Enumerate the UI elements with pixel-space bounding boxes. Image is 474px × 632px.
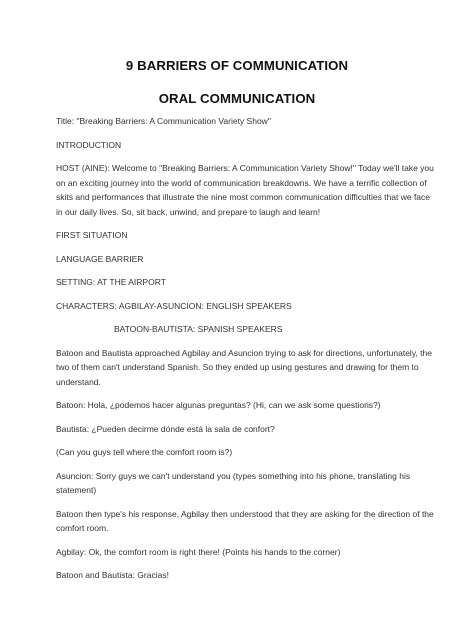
characters-line-2-text: BATOON-BAUTISTA: SPANISH SPEAKERS <box>114 324 283 334</box>
narration-paragraph: Batoon and Bautista approached Agbilay and Asuncion trying to ask for directions, unfortunately, the two of them can't understand Spanish. So they ended up using gestures and drawing for them to understand. <box>56 347 432 387</box>
script-title: Title: "Breaking Barriers: A Communication Variety Show" <box>56 116 271 126</box>
characters-line: CHARACTERS: AGBILAY-ASUNCION: ENGLISH SPEAKERS <box>56 300 292 311</box>
barrier-name: LANGUAGE BARRIER <box>56 253 144 264</box>
dialogue-line: Asuncion: Sorry guys we can't understand you (types something into his phone, translating his statement) <box>56 470 411 495</box>
dialogue-line: Agbilay: Ok, the comfort room is right there! (Points his hands to the corner) <box>56 546 341 557</box>
setting-line: SETTING: AT THE AIRPORT <box>56 277 166 287</box>
document-body <box>56 114 438 592</box>
dialogue-line: Batoon and Bautista: Gracias! <box>56 570 169 580</box>
indent-spacer <box>56 322 114 337</box>
narration-paragraph: Batoon then type's his response, Agbilay then understood that they are asking for the direction of the comfort room. <box>56 508 434 533</box>
section-heading-first-situation: FIRST SITUATION <box>56 230 128 240</box>
dialogue-line: Batoon: Hola, ¿podemos hacer algunas preguntas? (Hi, can we ask some questions?) <box>56 400 381 410</box>
section-heading-introduction: INTRODUCTION <box>56 139 122 150</box>
characters-line-2 <box>56 322 438 337</box>
host-intro-paragraph: HOST (AINE): Welcome to "Breaking Barriers: A Communication Variety Show!" Today we'll take you on an exciting journey into the world of communication breakdowns. We have a terrific collection of skits and performances that illustrate the nine most common communication difficulties that we face in our daily lives. So, sit back, unwind, and prepare to laugh and learn! <box>56 163 434 217</box>
dialogue-line: Bautista: ¿Pueden decirme dónde está la sala de confort? <box>56 423 275 434</box>
dialogue-translation: (Can you guys tell where the comfort room is?) <box>56 447 233 457</box>
document-subtitle: ORAL COMMUNICATION <box>158 91 316 106</box>
document-title: 9 BARRIERS OF COMMUNICATION <box>125 58 349 73</box>
